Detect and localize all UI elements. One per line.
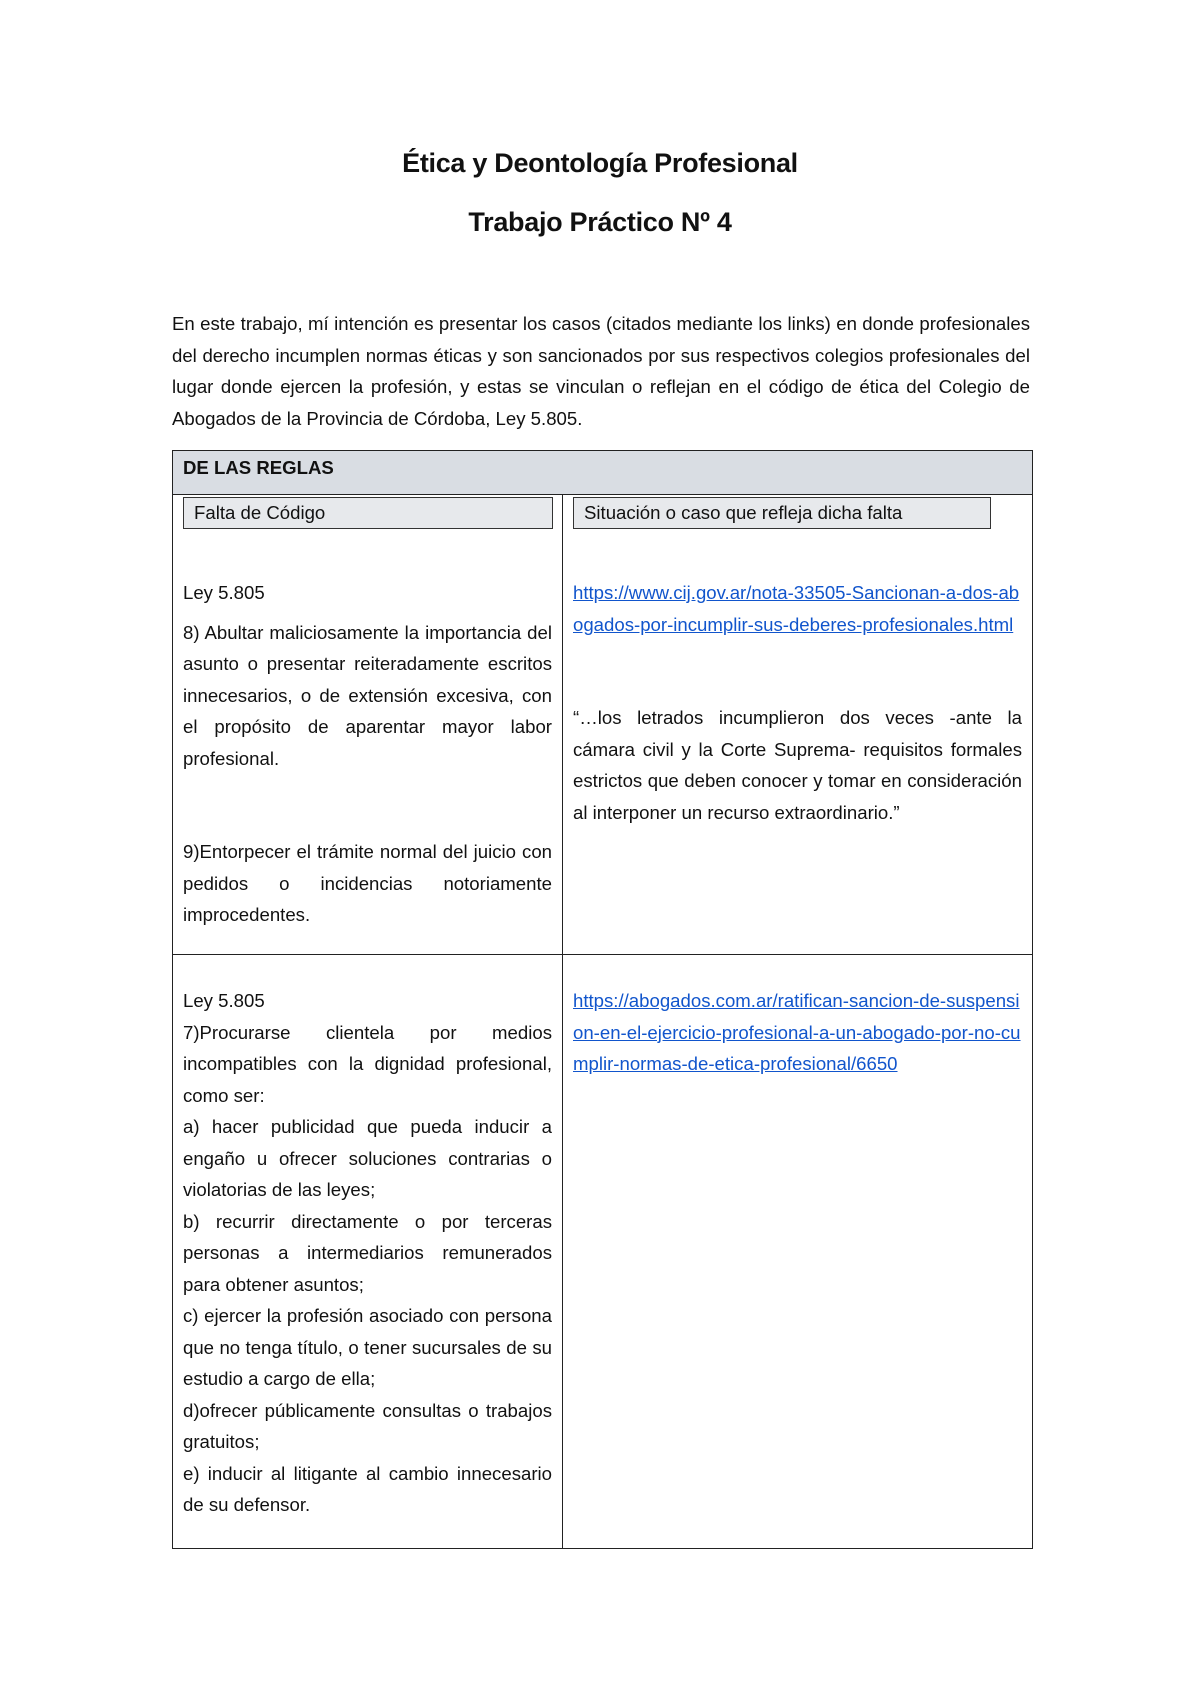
column-label-left: Falta de Código <box>183 497 553 529</box>
intro-paragraph: En este trabajo, mí intención es presentar los casos (citados mediante los links) en donde profesionales del derecho incumplen normas éticas y son sancionados por sus respectivos colegios profesionales del lugar donde ejercen la profesión, y estas se vinculan o reflejan en el código de ética del Colegio de Abogados de la Provincia de Córdoba, Ley 5.805. <box>172 313 1030 429</box>
rule-text: 7)Procurarse clientela por medios incompatibles con la dignidad profesional, como ser: <box>183 1021 552 1106</box>
rule-text: 9)Entorpecer el trámite normal del juicio con pedidos o incidencias notoriamente improcedentes. <box>183 841 552 925</box>
document-title: Ética y Deontología Profesional <box>402 148 798 178</box>
table-header-row <box>173 451 1033 495</box>
case-cell <box>563 495 1033 955</box>
rule-item: d)ofrecer públicamente consultas o trabajos gratuitos; <box>183 1399 552 1452</box>
table-header: DE LAS REGLAS <box>173 451 1033 495</box>
table-row <box>173 495 1033 955</box>
table-row <box>173 955 1033 1549</box>
rule-item: b) recurrir directamente o por terceras personas a intermediarios remunerados para obtener asuntos; <box>183 1210 552 1295</box>
law-label: Ley 5.805 <box>183 990 265 1011</box>
rule-item: a) hacer publicidad que pueda inducir a engaño u ofrecer soluciones contrarias o violatorias de las leyes; <box>183 1116 552 1200</box>
case-link[interactable]: https://www.cij.gov.ar/nota-33505-Sancionan-a-dos-abogados-por-incumplir-sus-deberes-profesionales.html <box>573 582 1020 635</box>
column-label-right: Situación o caso que refleja dicha falta <box>573 497 991 529</box>
case-cell <box>563 955 1033 1549</box>
rule-cell <box>173 495 563 955</box>
rule-cell <box>173 955 563 1549</box>
case-link[interactable]: https://abogados.com.ar/ratifican-sancion-de-suspension-en-el-ejercicio-profesional-a-un-abogado-por-no-cumplir-normas-de-etica-profesional/6650 <box>573 990 1021 1074</box>
case-quote: “…los letrados incumplieron dos veces -ante la cámara civil y la Corte Suprema- requisitos formales estrictos que deben conocer y tomar en consideración al interponer un recurso extraordinario.” <box>573 707 1022 823</box>
rule-text: 8) Abultar maliciosamente la importancia del asunto o presentar reiteradamente escritos innecesarios, o de extensión excesiva, con el propósito de aparentar mayor labor profesional. <box>183 621 552 769</box>
document-subtitle: Trabajo Práctico Nº 4 <box>468 207 732 237</box>
rule-item: c) ejercer la profesión asociado con persona que no tenga título, o tener sucursales de su estudio a cargo de ella; <box>183 1305 552 1389</box>
rule-item: e) inducir al litigante al cambio innecesario de su defensor. <box>183 1462 552 1515</box>
rules-table <box>172 450 1033 1549</box>
law-label: Ley 5.805 <box>183 582 265 603</box>
